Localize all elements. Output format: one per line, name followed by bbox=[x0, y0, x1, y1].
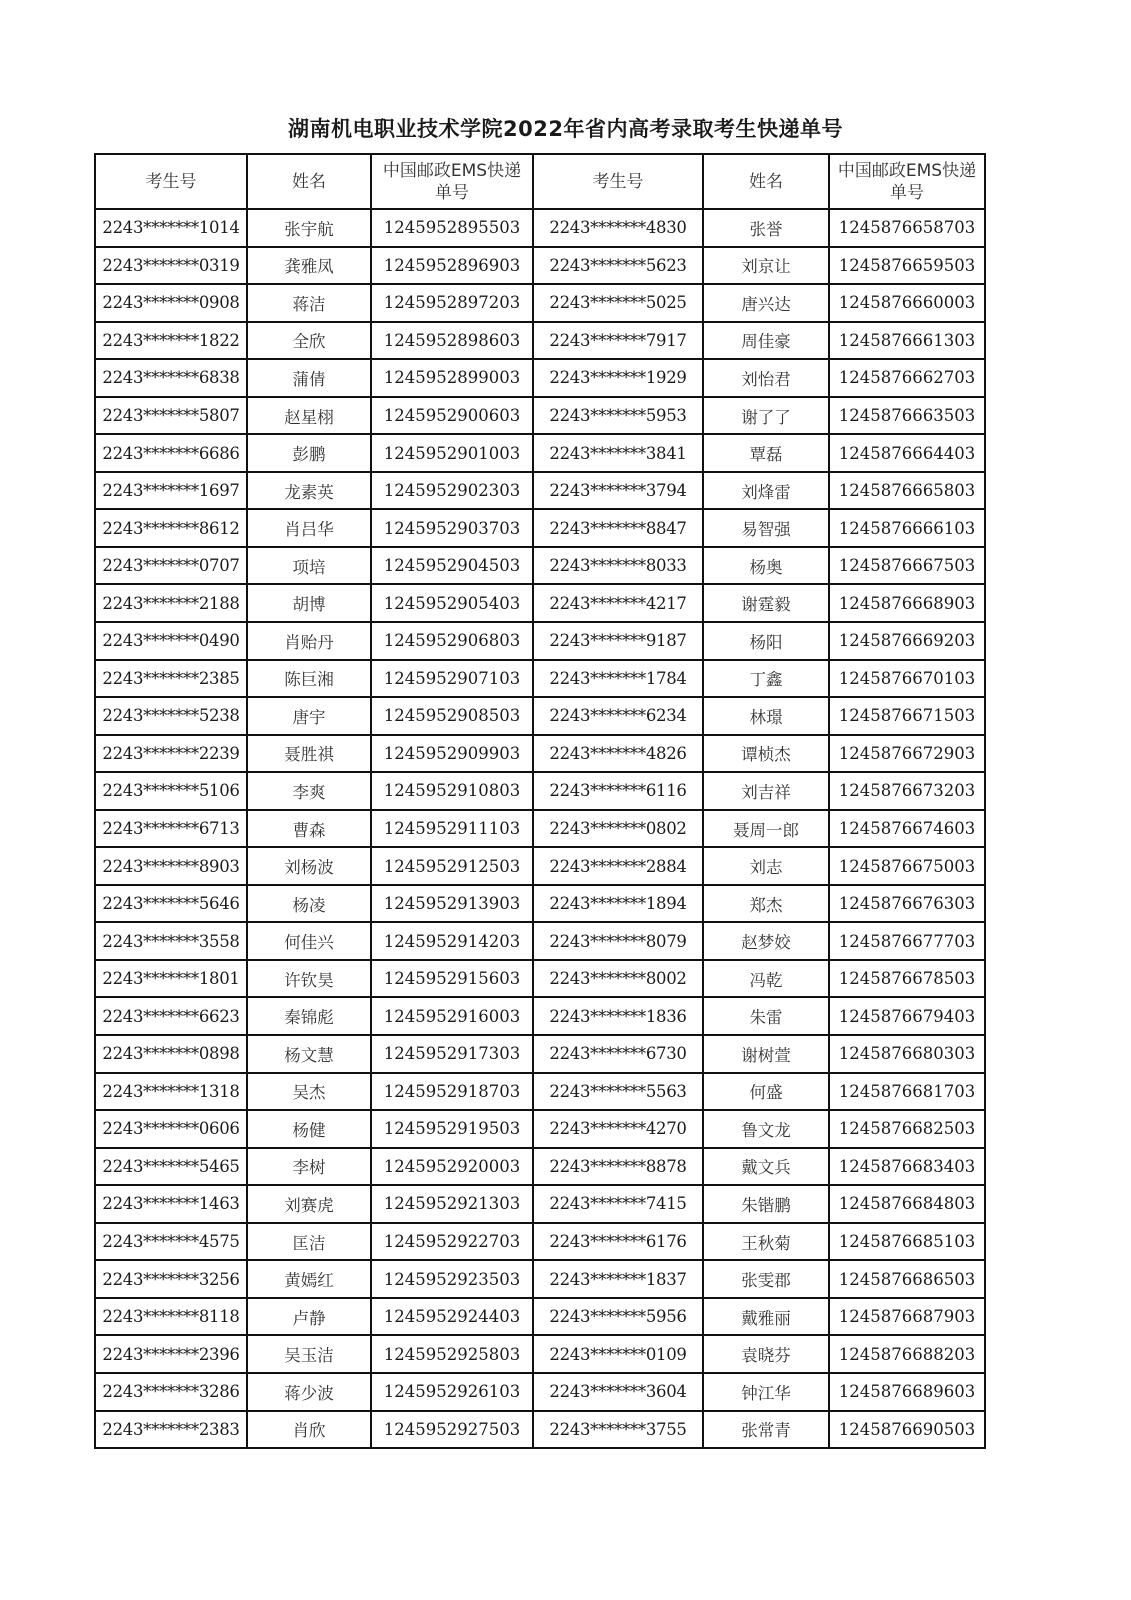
name-cell: 张誉 bbox=[703, 209, 829, 247]
ems-tracking-cell: 1245952909903 bbox=[371, 735, 533, 773]
name-cell: 胡博 bbox=[247, 584, 371, 622]
name-cell: 项培 bbox=[247, 547, 371, 585]
name-cell: 刘赛虎 bbox=[247, 1185, 371, 1223]
ems-tracking-cell: 1245952914203 bbox=[371, 922, 533, 960]
name-cell: 吴玉洁 bbox=[247, 1335, 371, 1373]
name-cell: 朱锴鹏 bbox=[703, 1185, 829, 1223]
candidate-no-cell: 2243*******0490 bbox=[95, 622, 247, 660]
ems-tracking-cell: 1245876670103 bbox=[829, 660, 985, 698]
candidate-no-cell: 2243*******8033 bbox=[533, 547, 703, 585]
candidate-no-cell: 2243*******5465 bbox=[95, 1148, 247, 1186]
name-cell: 何盛 bbox=[703, 1073, 829, 1111]
ems-tracking-cell: 1245952920003 bbox=[371, 1148, 533, 1186]
candidate-no-cell: 2243*******8903 bbox=[95, 847, 247, 885]
candidate-no-cell: 2243*******1894 bbox=[533, 885, 703, 923]
ems-tracking-cell: 1245952916003 bbox=[371, 997, 533, 1035]
name-cell: 杨凌 bbox=[247, 885, 371, 923]
candidate-no-cell: 2243*******4270 bbox=[533, 1110, 703, 1148]
candidate-no-cell: 2243*******5238 bbox=[95, 697, 247, 735]
ems-tracking-cell: 1245876684803 bbox=[829, 1185, 985, 1223]
name-cell: 李树 bbox=[247, 1148, 371, 1186]
name-cell: 陈巨湘 bbox=[247, 660, 371, 698]
table-row bbox=[95, 1185, 985, 1223]
table-row bbox=[95, 772, 985, 810]
table-row bbox=[95, 997, 985, 1035]
name-cell: 杨文慧 bbox=[247, 1035, 371, 1073]
ems-tracking-cell: 1245876683403 bbox=[829, 1148, 985, 1186]
candidate-no-cell: 2243*******4830 bbox=[533, 209, 703, 247]
candidate-no-cell: 2243*******3755 bbox=[533, 1411, 703, 1449]
express-tracking-table bbox=[94, 153, 986, 1449]
name-cell: 何佳兴 bbox=[247, 922, 371, 960]
ems-tracking-cell: 1245952900603 bbox=[371, 397, 533, 435]
candidate-no-cell: 2243*******6713 bbox=[95, 810, 247, 848]
name-cell: 谢霆毅 bbox=[703, 584, 829, 622]
ems-tracking-cell: 1245876669203 bbox=[829, 622, 985, 660]
candidate-no-cell: 2243*******4575 bbox=[95, 1223, 247, 1261]
candidate-no-cell: 2243*******1836 bbox=[533, 997, 703, 1035]
candidate-no-cell: 2243*******5646 bbox=[95, 885, 247, 923]
candidate-no-cell: 2243*******5025 bbox=[533, 284, 703, 322]
header-ems-line2: 单号 bbox=[890, 182, 924, 203]
ems-tracking-cell: 1245876674603 bbox=[829, 810, 985, 848]
ems-tracking-cell: 1245952927503 bbox=[371, 1411, 533, 1449]
table-row bbox=[95, 1411, 985, 1449]
ems-tracking-cell: 1245952924403 bbox=[371, 1298, 533, 1336]
name-cell: 吴杰 bbox=[247, 1073, 371, 1111]
header-ems-right bbox=[829, 154, 985, 209]
candidate-no-cell: 2243*******3841 bbox=[533, 434, 703, 472]
candidate-no-cell: 2243*******0802 bbox=[533, 810, 703, 848]
table-row bbox=[95, 697, 985, 735]
ems-tracking-cell: 1245876660003 bbox=[829, 284, 985, 322]
ems-tracking-cell: 1245876679403 bbox=[829, 997, 985, 1035]
name-cell: 李爽 bbox=[247, 772, 371, 810]
name-cell: 朱雷 bbox=[703, 997, 829, 1035]
candidate-no-cell: 2243*******5563 bbox=[533, 1073, 703, 1111]
ems-tracking-cell: 1245952906803 bbox=[371, 622, 533, 660]
ems-tracking-cell: 1245952911103 bbox=[371, 810, 533, 848]
table-header-row bbox=[95, 154, 985, 209]
name-cell: 周佳豪 bbox=[703, 322, 829, 360]
header-ems-line1: 中国邮政EMS快递 bbox=[837, 160, 977, 181]
header-name-right: 姓名 bbox=[703, 154, 829, 209]
name-cell: 袁晓芬 bbox=[703, 1335, 829, 1373]
name-cell: 谢了了 bbox=[703, 397, 829, 435]
table-row bbox=[95, 1073, 985, 1111]
name-cell: 刘吉祥 bbox=[703, 772, 829, 810]
table-row bbox=[95, 472, 985, 510]
ems-tracking-cell: 1245876689603 bbox=[829, 1373, 985, 1411]
ems-tracking-cell: 1245952899003 bbox=[371, 359, 533, 397]
ems-tracking-cell: 1245876671503 bbox=[829, 697, 985, 735]
candidate-no-cell: 2243*******3256 bbox=[95, 1260, 247, 1298]
name-cell: 许钦昊 bbox=[247, 960, 371, 998]
table-row bbox=[95, 584, 985, 622]
table-row bbox=[95, 622, 985, 660]
ems-tracking-cell: 1245876682503 bbox=[829, 1110, 985, 1148]
name-cell: 谭桢杰 bbox=[703, 735, 829, 773]
candidate-no-cell: 2243*******6686 bbox=[95, 434, 247, 472]
table-row bbox=[95, 960, 985, 998]
ems-tracking-cell: 1245952907103 bbox=[371, 660, 533, 698]
header-ems-line2: 单号 bbox=[435, 182, 469, 203]
ems-tracking-cell: 1245952922703 bbox=[371, 1223, 533, 1261]
ems-tracking-cell: 1245876688203 bbox=[829, 1335, 985, 1373]
candidate-no-cell: 2243*******5807 bbox=[95, 397, 247, 435]
candidate-no-cell: 2243*******4826 bbox=[533, 735, 703, 773]
candidate-no-cell: 2243*******2239 bbox=[95, 735, 247, 773]
name-cell: 匡洁 bbox=[247, 1223, 371, 1261]
table-row bbox=[95, 885, 985, 923]
table-row bbox=[95, 397, 985, 435]
table-row bbox=[95, 660, 985, 698]
table-row bbox=[95, 1110, 985, 1148]
name-cell: 秦锦彪 bbox=[247, 997, 371, 1035]
ems-tracking-cell: 1245876664403 bbox=[829, 434, 985, 472]
table-row bbox=[95, 284, 985, 322]
ems-tracking-cell: 1245876666103 bbox=[829, 509, 985, 547]
ems-tracking-cell: 1245952901003 bbox=[371, 434, 533, 472]
name-cell: 丁鑫 bbox=[703, 660, 829, 698]
ems-tracking-cell: 1245952913903 bbox=[371, 885, 533, 923]
name-cell: 肖吕华 bbox=[247, 509, 371, 547]
ems-tracking-cell: 1245952921303 bbox=[371, 1185, 533, 1223]
candidate-no-cell: 2243*******6730 bbox=[533, 1035, 703, 1073]
candidate-no-cell: 2243*******6234 bbox=[533, 697, 703, 735]
candidate-no-cell: 2243*******3794 bbox=[533, 472, 703, 510]
name-cell: 戴文兵 bbox=[703, 1148, 829, 1186]
candidate-no-cell: 2243*******2884 bbox=[533, 847, 703, 885]
candidate-no-cell: 2243*******1801 bbox=[95, 960, 247, 998]
ems-tracking-cell: 1245876673203 bbox=[829, 772, 985, 810]
ems-tracking-cell: 1245876690503 bbox=[829, 1411, 985, 1449]
name-cell: 蒋洁 bbox=[247, 284, 371, 322]
ems-tracking-cell: 1245876661303 bbox=[829, 322, 985, 360]
name-cell: 赵梦姣 bbox=[703, 922, 829, 960]
ems-tracking-cell: 1245952895503 bbox=[371, 209, 533, 247]
name-cell: 杨健 bbox=[247, 1110, 371, 1148]
name-cell: 彭鹏 bbox=[247, 434, 371, 472]
ems-tracking-cell: 1245952918703 bbox=[371, 1073, 533, 1111]
candidate-no-cell: 2243*******1929 bbox=[533, 359, 703, 397]
candidate-no-cell: 2243*******8612 bbox=[95, 509, 247, 547]
ems-tracking-cell: 1245952915603 bbox=[371, 960, 533, 998]
name-cell: 王秋菊 bbox=[703, 1223, 829, 1261]
table-row bbox=[95, 359, 985, 397]
candidate-no-cell: 2243*******3558 bbox=[95, 922, 247, 960]
ems-tracking-cell: 1245952926103 bbox=[371, 1373, 533, 1411]
table-row bbox=[95, 735, 985, 773]
name-cell: 杨阳 bbox=[703, 622, 829, 660]
candidate-no-cell: 2243*******1318 bbox=[95, 1073, 247, 1111]
candidate-no-cell: 2243*******5953 bbox=[533, 397, 703, 435]
table-row bbox=[95, 247, 985, 285]
ems-tracking-cell: 1245876686503 bbox=[829, 1260, 985, 1298]
ems-tracking-cell: 1245876677703 bbox=[829, 922, 985, 960]
name-cell: 肖贻丹 bbox=[247, 622, 371, 660]
name-cell: 龙素英 bbox=[247, 472, 371, 510]
name-cell: 曹森 bbox=[247, 810, 371, 848]
candidate-no-cell: 2243*******1837 bbox=[533, 1260, 703, 1298]
ems-tracking-cell: 1245952897203 bbox=[371, 284, 533, 322]
candidate-no-cell: 2243*******0898 bbox=[95, 1035, 247, 1073]
ems-tracking-cell: 1245952910803 bbox=[371, 772, 533, 810]
candidate-no-cell: 2243*******6623 bbox=[95, 997, 247, 1035]
name-cell: 钟江华 bbox=[703, 1373, 829, 1411]
name-cell: 唐兴达 bbox=[703, 284, 829, 322]
name-cell: 刘烽雷 bbox=[703, 472, 829, 510]
candidate-no-cell: 2243*******8002 bbox=[533, 960, 703, 998]
table-body bbox=[95, 209, 985, 1448]
name-cell: 聂胜祺 bbox=[247, 735, 371, 773]
name-cell: 聂周一郎 bbox=[703, 810, 829, 848]
ems-tracking-cell: 1245876662703 bbox=[829, 359, 985, 397]
candidate-no-cell: 2243*******7415 bbox=[533, 1185, 703, 1223]
table-row bbox=[95, 1260, 985, 1298]
name-cell: 龚雅凤 bbox=[247, 247, 371, 285]
candidate-no-cell: 2243*******8079 bbox=[533, 922, 703, 960]
table-row bbox=[95, 322, 985, 360]
name-cell: 冯乾 bbox=[703, 960, 829, 998]
ems-tracking-cell: 1245952903703 bbox=[371, 509, 533, 547]
ems-tracking-cell: 1245876665803 bbox=[829, 472, 985, 510]
candidate-no-cell: 2243*******5623 bbox=[533, 247, 703, 285]
name-cell: 黄嫣红 bbox=[247, 1260, 371, 1298]
ems-tracking-cell: 1245876678503 bbox=[829, 960, 985, 998]
candidate-no-cell: 2243*******2396 bbox=[95, 1335, 247, 1373]
name-cell: 赵星栩 bbox=[247, 397, 371, 435]
table-row bbox=[95, 1223, 985, 1261]
ems-tracking-cell: 1245876672903 bbox=[829, 735, 985, 773]
candidate-no-cell: 2243*******4217 bbox=[533, 584, 703, 622]
ems-tracking-cell: 1245952917303 bbox=[371, 1035, 533, 1073]
ems-tracking-cell: 1245952902303 bbox=[371, 472, 533, 510]
table-row bbox=[95, 1298, 985, 1336]
candidate-no-cell: 2243*******2383 bbox=[95, 1411, 247, 1449]
ems-tracking-cell: 1245952912503 bbox=[371, 847, 533, 885]
candidate-no-cell: 2243*******9187 bbox=[533, 622, 703, 660]
ems-tracking-cell: 1245952919503 bbox=[371, 1110, 533, 1148]
name-cell: 杨奥 bbox=[703, 547, 829, 585]
ems-tracking-cell: 1245876685103 bbox=[829, 1223, 985, 1261]
name-cell: 谢树萱 bbox=[703, 1035, 829, 1073]
name-cell: 唐宇 bbox=[247, 697, 371, 735]
table-row bbox=[95, 1148, 985, 1186]
name-cell: 覃磊 bbox=[703, 434, 829, 472]
ems-tracking-cell: 1245876680303 bbox=[829, 1035, 985, 1073]
table-row bbox=[95, 847, 985, 885]
candidate-no-cell: 2243*******7917 bbox=[533, 322, 703, 360]
candidate-no-cell: 2243*******3604 bbox=[533, 1373, 703, 1411]
table-row bbox=[95, 810, 985, 848]
name-cell: 刘怡君 bbox=[703, 359, 829, 397]
candidate-no-cell: 2243*******0908 bbox=[95, 284, 247, 322]
candidate-no-cell: 2243*******1014 bbox=[95, 209, 247, 247]
candidate-no-cell: 2243*******0606 bbox=[95, 1110, 247, 1148]
candidate-no-cell: 2243*******2385 bbox=[95, 660, 247, 698]
ems-tracking-cell: 1245952908503 bbox=[371, 697, 533, 735]
table-row bbox=[95, 509, 985, 547]
ems-tracking-cell: 1245952923503 bbox=[371, 1260, 533, 1298]
ems-tracking-cell: 1245876668903 bbox=[829, 584, 985, 622]
name-cell: 易智强 bbox=[703, 509, 829, 547]
name-cell: 蒋少波 bbox=[247, 1373, 371, 1411]
header-ems-left bbox=[371, 154, 533, 209]
name-cell: 张雯郡 bbox=[703, 1260, 829, 1298]
candidate-no-cell: 2243*******3286 bbox=[95, 1373, 247, 1411]
candidate-no-cell: 2243*******1463 bbox=[95, 1185, 247, 1223]
ems-tracking-cell: 1245876681703 bbox=[829, 1073, 985, 1111]
name-cell: 戴雅丽 bbox=[703, 1298, 829, 1336]
ems-tracking-cell: 1245952904503 bbox=[371, 547, 533, 585]
table-row bbox=[95, 1373, 985, 1411]
name-cell: 刘杨波 bbox=[247, 847, 371, 885]
document-title: 湖南机电职业技术学院2022年省内高考录取考生快递单号 bbox=[288, 117, 843, 141]
name-cell: 鲁文龙 bbox=[703, 1110, 829, 1148]
ems-tracking-cell: 1245952896903 bbox=[371, 247, 533, 285]
candidate-no-cell: 2243*******1697 bbox=[95, 472, 247, 510]
table-row bbox=[95, 547, 985, 585]
table-row bbox=[95, 434, 985, 472]
ems-tracking-cell: 1245876675003 bbox=[829, 847, 985, 885]
candidate-no-cell: 2243*******8118 bbox=[95, 1298, 247, 1336]
ems-tracking-cell: 1245876667503 bbox=[829, 547, 985, 585]
name-cell: 肖欣 bbox=[247, 1411, 371, 1449]
name-cell: 林璟 bbox=[703, 697, 829, 735]
name-cell: 张宇航 bbox=[247, 209, 371, 247]
name-cell: 刘志 bbox=[703, 847, 829, 885]
candidate-no-cell: 2243*******0319 bbox=[95, 247, 247, 285]
candidate-no-cell: 2243*******6116 bbox=[533, 772, 703, 810]
name-cell: 刘京让 bbox=[703, 247, 829, 285]
name-cell: 郑杰 bbox=[703, 885, 829, 923]
candidate-no-cell: 2243*******1784 bbox=[533, 660, 703, 698]
ems-tracking-cell: 1245876658703 bbox=[829, 209, 985, 247]
candidate-no-cell: 2243*******2188 bbox=[95, 584, 247, 622]
name-cell: 蒲倩 bbox=[247, 359, 371, 397]
ems-tracking-cell: 1245876676303 bbox=[829, 885, 985, 923]
name-cell: 卢静 bbox=[247, 1298, 371, 1336]
ems-tracking-cell: 1245952925803 bbox=[371, 1335, 533, 1373]
header-name-left: 姓名 bbox=[247, 154, 371, 209]
candidate-no-cell: 2243*******5106 bbox=[95, 772, 247, 810]
ems-tracking-cell: 1245952905403 bbox=[371, 584, 533, 622]
candidate-no-cell: 2243*******0109 bbox=[533, 1335, 703, 1373]
header-candidate-no-right: 考生号 bbox=[533, 154, 703, 209]
ems-tracking-cell: 1245876687903 bbox=[829, 1298, 985, 1336]
ems-tracking-cell: 1245876663503 bbox=[829, 397, 985, 435]
header-ems-line1: 中国邮政EMS快递 bbox=[382, 160, 522, 181]
name-cell: 全欣 bbox=[247, 322, 371, 360]
candidate-no-cell: 2243*******8878 bbox=[533, 1148, 703, 1186]
table-row bbox=[95, 1035, 985, 1073]
name-cell: 张常青 bbox=[703, 1411, 829, 1449]
candidate-no-cell: 2243*******6176 bbox=[533, 1223, 703, 1261]
table-row bbox=[95, 922, 985, 960]
table-row bbox=[95, 1335, 985, 1373]
candidate-no-cell: 2243*******1822 bbox=[95, 322, 247, 360]
header-candidate-no-left: 考生号 bbox=[95, 154, 247, 209]
candidate-no-cell: 2243*******8847 bbox=[533, 509, 703, 547]
ems-tracking-cell: 1245876659503 bbox=[829, 247, 985, 285]
candidate-no-cell: 2243*******5956 bbox=[533, 1298, 703, 1336]
candidate-no-cell: 2243*******6838 bbox=[95, 359, 247, 397]
table-row bbox=[95, 209, 985, 247]
candidate-no-cell: 2243*******0707 bbox=[95, 547, 247, 585]
ems-tracking-cell: 1245952898603 bbox=[371, 322, 533, 360]
